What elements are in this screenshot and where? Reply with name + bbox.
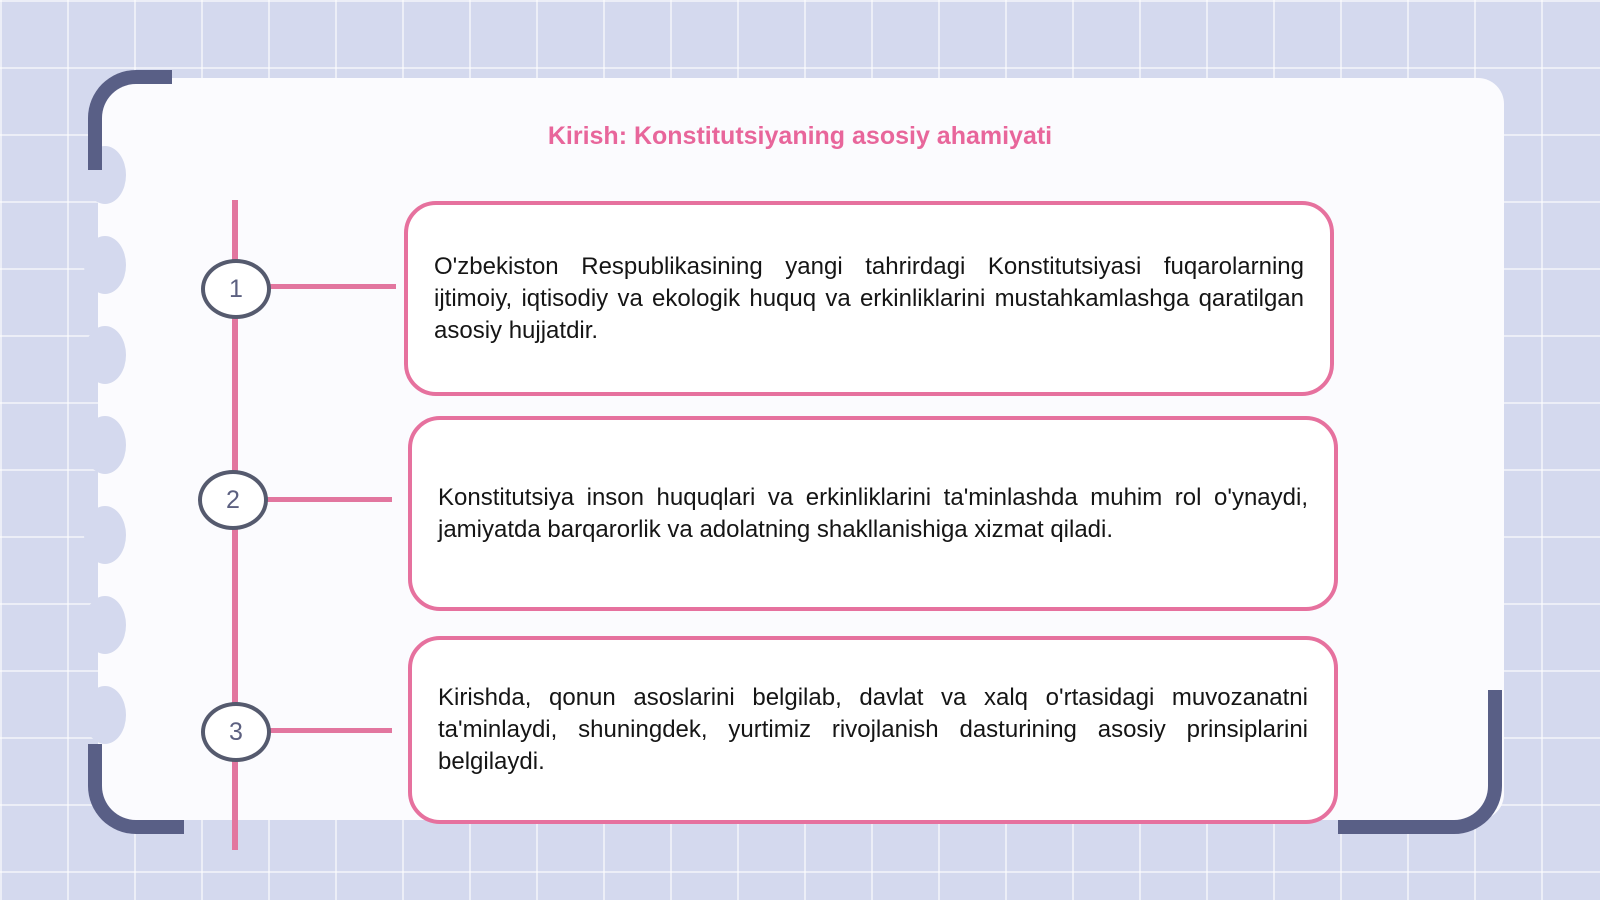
- step-number-badge: 1: [201, 259, 271, 319]
- paper-hole: [84, 236, 126, 294]
- frame-corner-bottom-left: [88, 744, 184, 834]
- paper-hole: [84, 326, 126, 384]
- paper-hole: [84, 596, 126, 654]
- slide-title: Kirish: Konstitutsiyaning asosiy ahamiyati: [547, 122, 1053, 150]
- paper-hole: [84, 686, 126, 744]
- frame-corner-top-left: [88, 70, 172, 170]
- timeline-card: [404, 201, 1334, 396]
- paper-hole: [84, 506, 126, 564]
- timeline-card: [408, 416, 1338, 611]
- card-text: Konstitutsiya inson huquqlari va erkinliklarini ta'minlashda muhim rol o'ynaydi, jamiyatda barqarorlik va adolatning shakllanishiga xizmat qiladi.: [438, 483, 1308, 543]
- timeline-connector: [268, 728, 392, 733]
- step-number-badge: 2: [198, 470, 268, 530]
- step-number-badge: 3: [201, 702, 271, 762]
- timeline-connector: [268, 284, 396, 289]
- card-text: Kirishda, qonun asoslarini belgilab, davlat va xalq o'rtasidagi muvozanatni ta'minlaydi, shuningdek, yurtimiz rivojlanish dasturining asosiy prinsiplarini belgilaydi.: [438, 684, 1308, 775]
- card-text: O'zbekiston Respublikasining yangi tahrirdagi Konstitutsiyasi fuqarolarning ijtimoiy, iqtisodiy va ekologik huquq va erkinliklarini mustahkamlashga qaratilgan asosiy hujjatdir.: [434, 252, 1304, 344]
- frame-corner-bottom-right: [1338, 690, 1502, 834]
- paper-hole: [84, 416, 126, 474]
- timeline-card: [408, 636, 1338, 824]
- timeline-connector: [264, 497, 392, 502]
